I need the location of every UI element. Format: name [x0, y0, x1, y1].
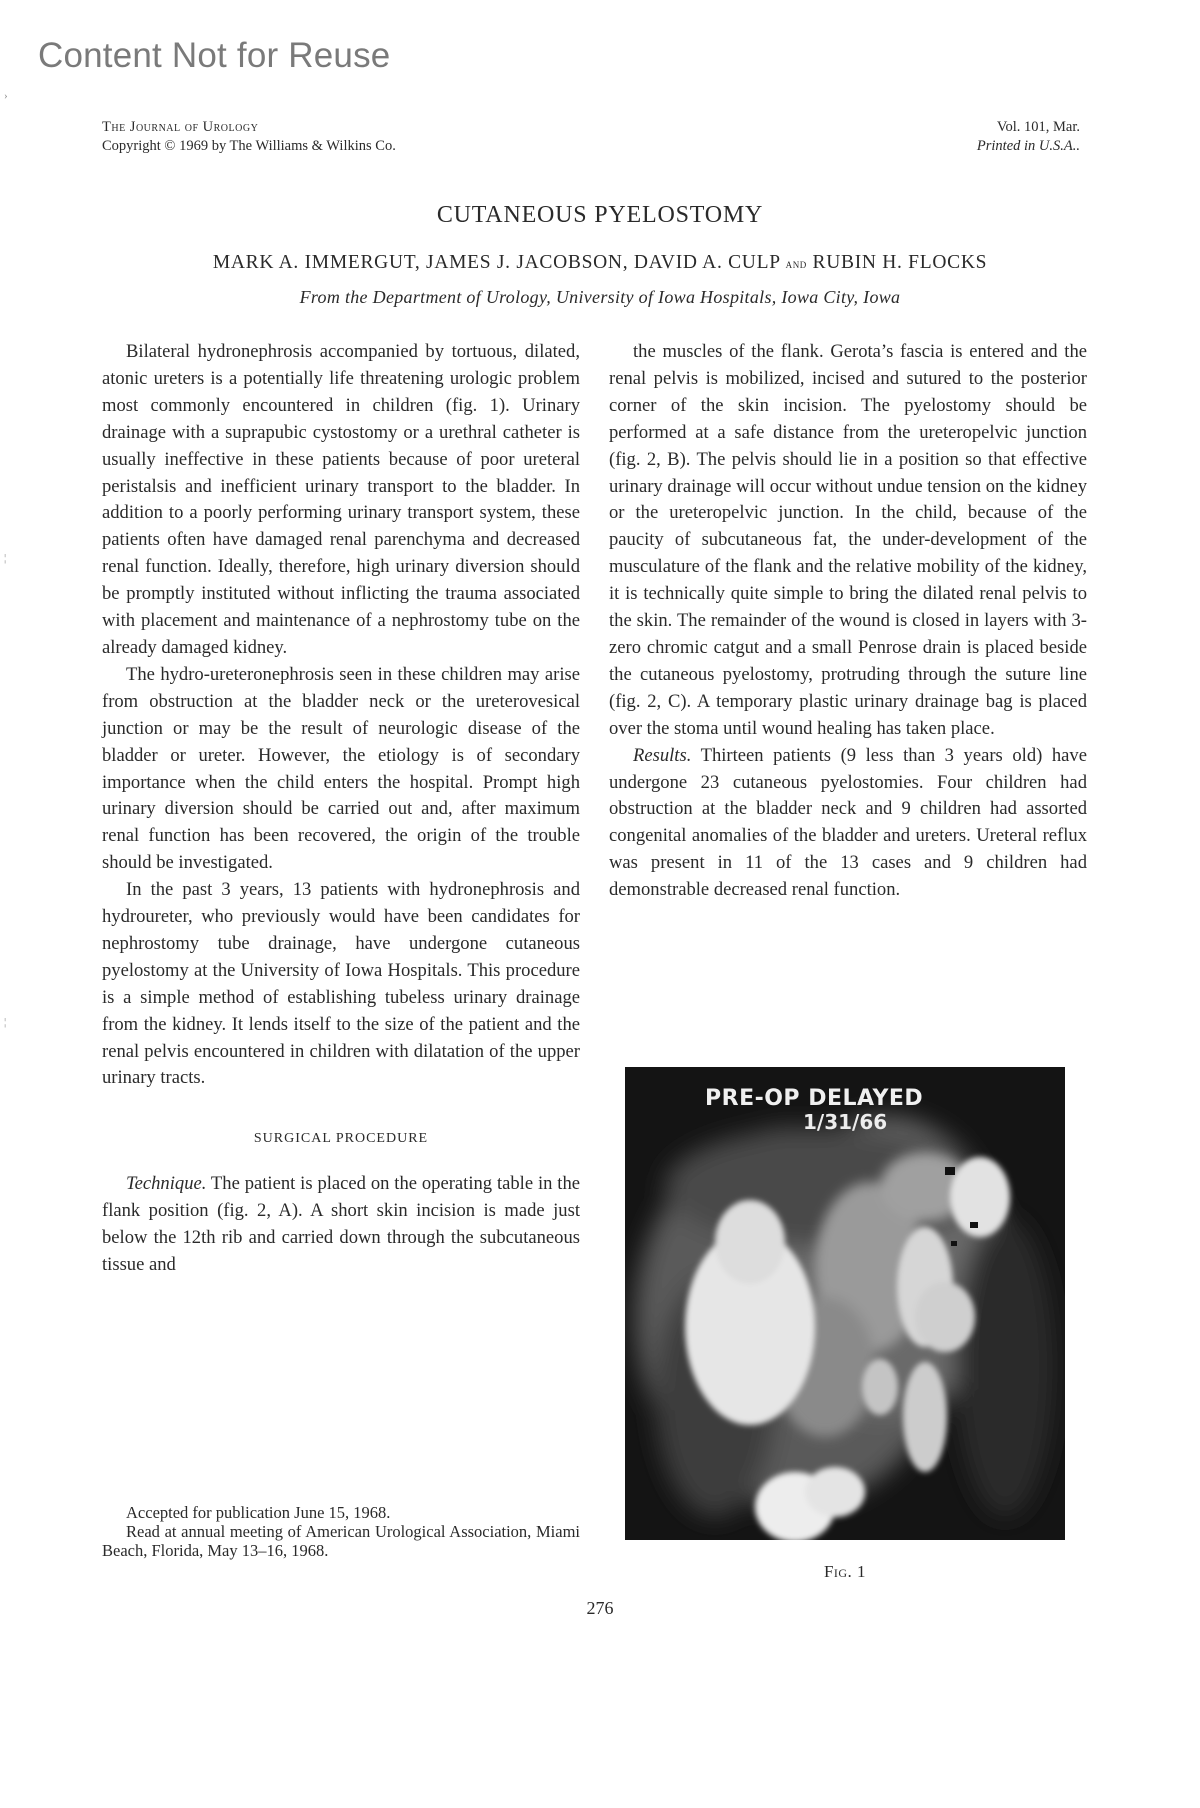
page-number: 276	[586, 1598, 614, 1618]
printed-line: Printed in U.S.A..	[976, 138, 1080, 154]
margin-mark: ¦	[4, 1016, 7, 1028]
article-title: CUTANEOUS PYELOSTOMY	[436, 202, 764, 228]
watermark-text: Content Not for Reuse	[38, 36, 391, 75]
journal-name: The Journal of Urology	[102, 119, 259, 135]
paragraph-text: The patient is placed on the operating table in the flank position (fig. 2, A). A short skin incision is made just below the 12th rib and carried down through the subcutaneous tissue and	[102, 1173, 580, 1275]
author-list	[0, 252, 1200, 274]
running-header-left	[102, 118, 396, 156]
margin-mark: ›	[4, 90, 8, 102]
paragraph: In the past 3 years, 13 patients with hydronephrosis and hydroureter, who previously would have been candidates for nephrostomy tube drainage, have undergone cutaneous pyelostomy at the University of Iowa Hospitals. This procedure is a simple method of establishing tubeless urinary drainage from the kidney. It lends itself to the size of the patient and the renal pelvis encountered in children with dilatation of the upper urinary tracts.	[102, 879, 580, 1089]
right-column	[609, 339, 1087, 904]
paragraph-text: Thirteen patients (9 less than 3 years old) have undergone 23 cutaneous pyelostomies. Four children had obstruction at the bladder neck and 9 children had assorted congenital anomalies of the bladder and ureters. Ureteral reflux was present in 11 of the 13 cases and 9 children had demonstrable decreased renal function.	[609, 744, 1087, 901]
paragraph	[609, 743, 1087, 904]
footnote-read-at: Read at annual meeting of American Urological Association, Miami Beach, Florida, May 13–16, 1968.	[102, 1522, 580, 1560]
section-heading: SURGICAL PROCEDURE	[253, 1131, 429, 1147]
margin-mark: ¦	[4, 552, 7, 564]
paragraph: The hydro-ureteronephrosis seen in these children may arise from obstruction at the bladder neck or the ureterovesical junction or may be the result of neurologic disease of the bladder or ureter. However, the etiology is of secondary importance when the child enters the hospital. Prompt high urinary diversion should be carried out and, after maximum renal function has been recovered, the origin of the trouble should be investigated.	[102, 663, 580, 874]
footnote-accepted: Accepted for publication June 15, 1968.	[126, 1503, 391, 1522]
xray-overlay-date: 1/31/66	[803, 1110, 888, 1134]
volume-line: Vol. 101, Mar.	[996, 119, 1080, 135]
run-in-heading: Results.	[633, 744, 692, 766]
authors-last: RUBIN H. FLOCKS	[812, 252, 988, 273]
figure-caption: Fig. 1	[823, 1562, 867, 1581]
xray-overlay-label: PRE-OP DELAYED	[705, 1086, 924, 1111]
authors-and: and	[785, 256, 807, 271]
run-in-heading: Technique.	[126, 1173, 207, 1195]
footnote	[102, 1503, 580, 1560]
running-header-right	[977, 118, 1080, 156]
authors-main: MARK A. IMMERGUT, JAMES J. JACOBSON, DAVID A. CULP	[212, 252, 781, 273]
xray-image	[625, 1067, 1065, 1540]
paragraph: the muscles of the flank. Gerota’s fascia is entered and the renal pelvis is mobilized, incised and sutured to the posterior corner of the skin incision. The pyelostomy should be performed at a safe distance from the ureteropelvic junction (fig. 2, B). The pelvis should lie in a position so that effective urinary drainage will occur without undue tension on the kidney or the ureteropelvic junction. In the child, because of the paucity of subcutaneous fat, the under-development of the musculature of the flank and the relative mobility of the kidney, it is technically quite simple to bring the dilated renal pelvis to the skin. The remainder of the wound is closed in layers with 3-zero chromic catgut and a small Penrose drain is placed beside the cutaneous pyelostomy, protruding through the suture line (fig. 2, C). A temporary plastic urinary drainage bag is placed over the stoma until wound healing has taken place.	[609, 341, 1087, 739]
figure-1-xray	[625, 1067, 1065, 1540]
affiliation: From the Department of Urology, University of Iowa Hospitals, Iowa City, Iowa	[299, 287, 901, 307]
copyright-line: Copyright © 1969 by The Williams & Wilkins Co.	[102, 138, 396, 154]
paragraph: Bilateral hydronephrosis accompanied by tortuous, dilated, atonic ureters is a potentially life threatening urologic problem most commonly encountered in children (fig. 1). Urinary drainage with a suprapubic cystostomy or a urethral catheter is usually ineffective in these patients because of poor ureteral peristalsis and inefficient urinary transport to the bladder. In addition to a poorly performing urinary transport system, these patients often have damaged renal parenchyma and decreased renal function. Ideally, therefore, high urinary diversion should be promptly instituted without inflicting the trauma associated with placement and maintenance of a nephrostomy tube on the already damaged kidney.	[102, 341, 580, 658]
left-column	[102, 339, 580, 1279]
paragraph	[102, 1171, 580, 1279]
